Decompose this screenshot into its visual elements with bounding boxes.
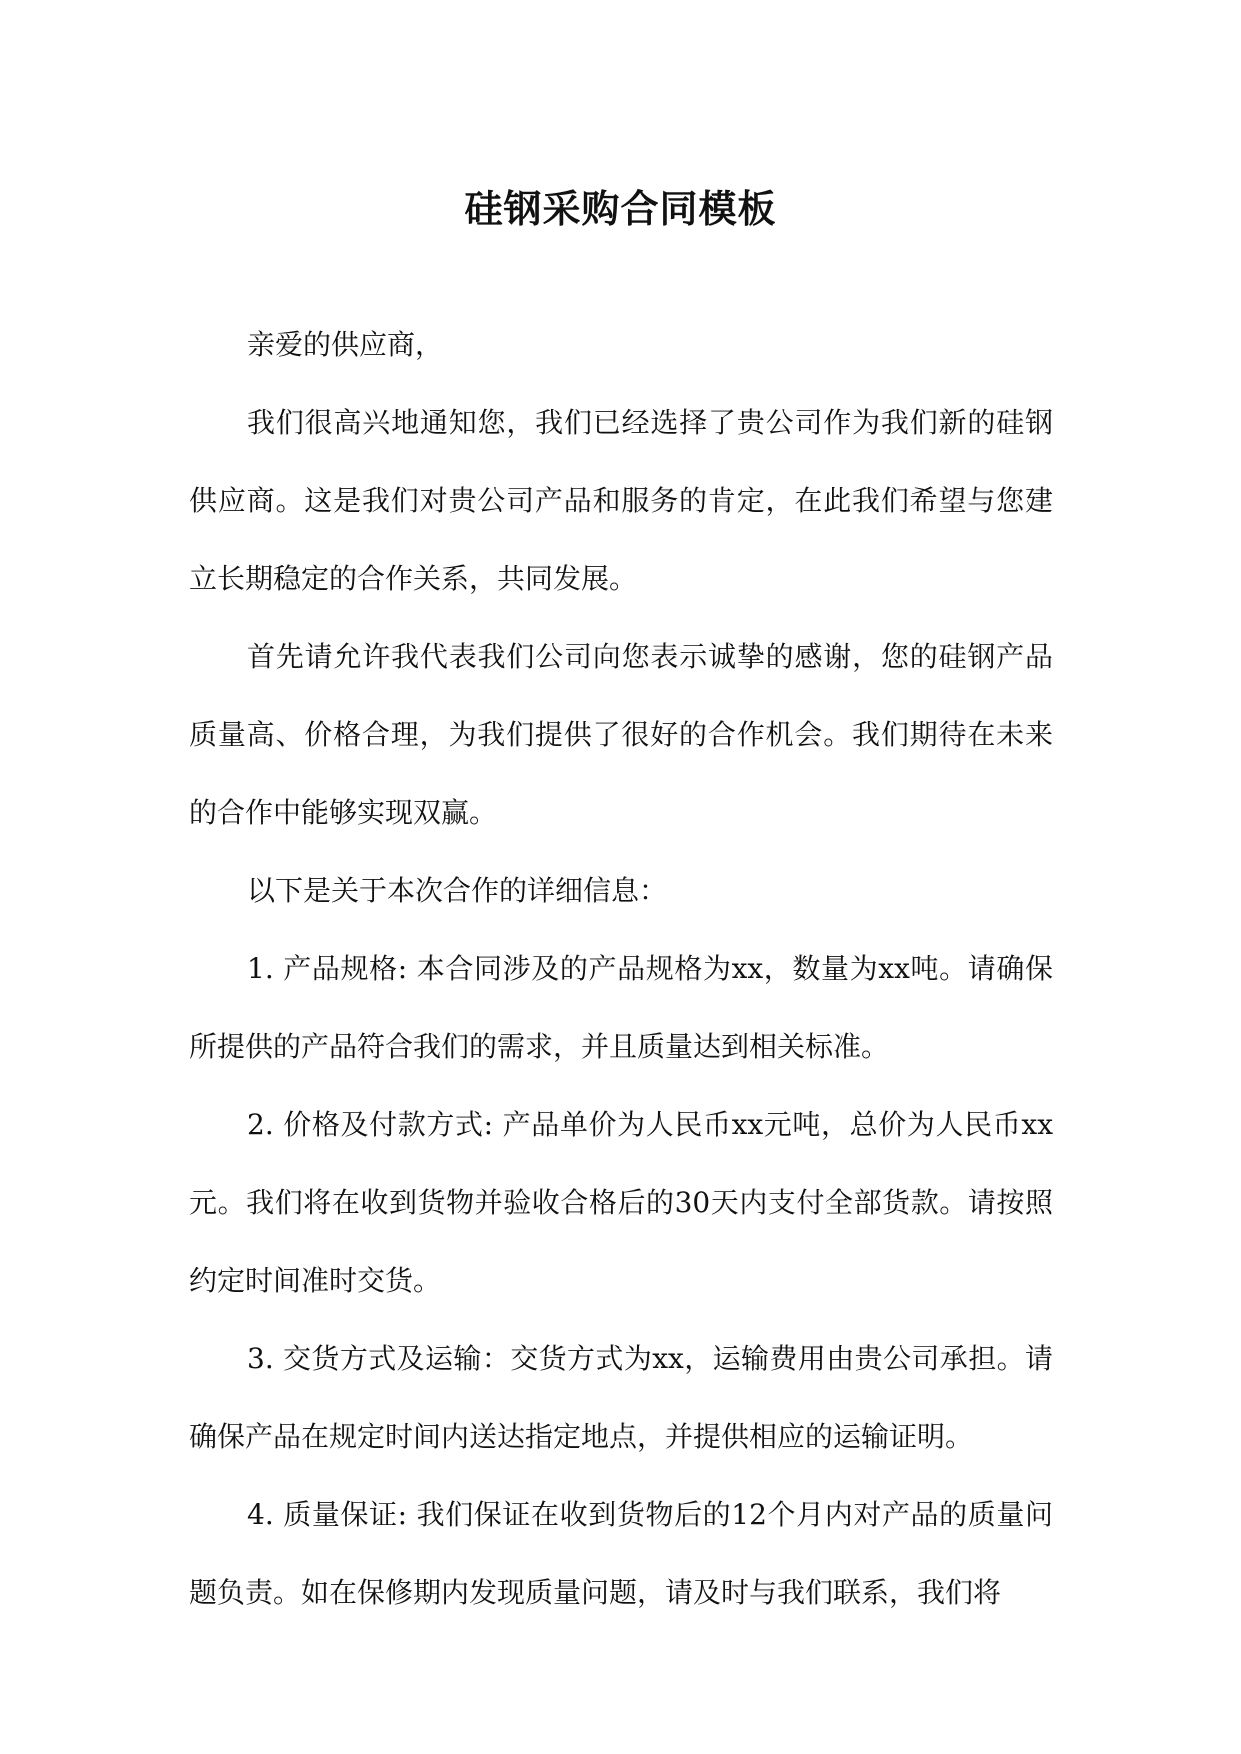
body-paragraph: 以下是关于本次合作的详细信息： xyxy=(247,874,668,907)
clause-price-payment: 2. 价格及付款方式: 产品单价为人民币xx元吨，总价为人民币xx元。我们将在收到货物并验收合格后的30天内支付全部货款。请按照约定时间准时交货。 xyxy=(189,1108,1053,1297)
clause-delivery-transport: 3. 交货方式及运输：交货方式为xx，运输费用由贵公司承担。请确保产品在规定时间内送达指定地点，并提供相应的运输证明。 xyxy=(189,1342,1053,1453)
document-body xyxy=(189,306,1053,1632)
body-paragraph: 我们很高兴地通知您，我们已经选择了贵公司作为我们新的硅钢供应商。这是我们对贵公司产品和服务的肯定，在此我们希望与您建立长期稳定的合作关系，共同发展。 xyxy=(189,406,1053,595)
greeting-paragraph: 亲爱的供应商， xyxy=(247,328,444,361)
document-title: 硅钢采购合同模板 xyxy=(464,186,777,231)
clause-quality-warranty: 4. 质量保证: 我们保证在收到货物后的12个月内对产品的质量问题负责。如在保修期内发现质量问题，请及时与我们联系，我们将 xyxy=(189,1498,1053,1609)
body-paragraph: 首先请允许我代表我们公司向您表示诚挚的感谢，您的硅钢产品质量高、价格合理，为我们提供了很好的合作机会。我们期待在未来的合作中能够实现双赢。 xyxy=(189,640,1053,829)
clause-product-spec: 1. 产品规格: 本合同涉及的产品规格为xx，数量为xx吨。请确保所提供的产品符合我们的需求，并且质量达到相关标准。 xyxy=(189,952,1053,1063)
